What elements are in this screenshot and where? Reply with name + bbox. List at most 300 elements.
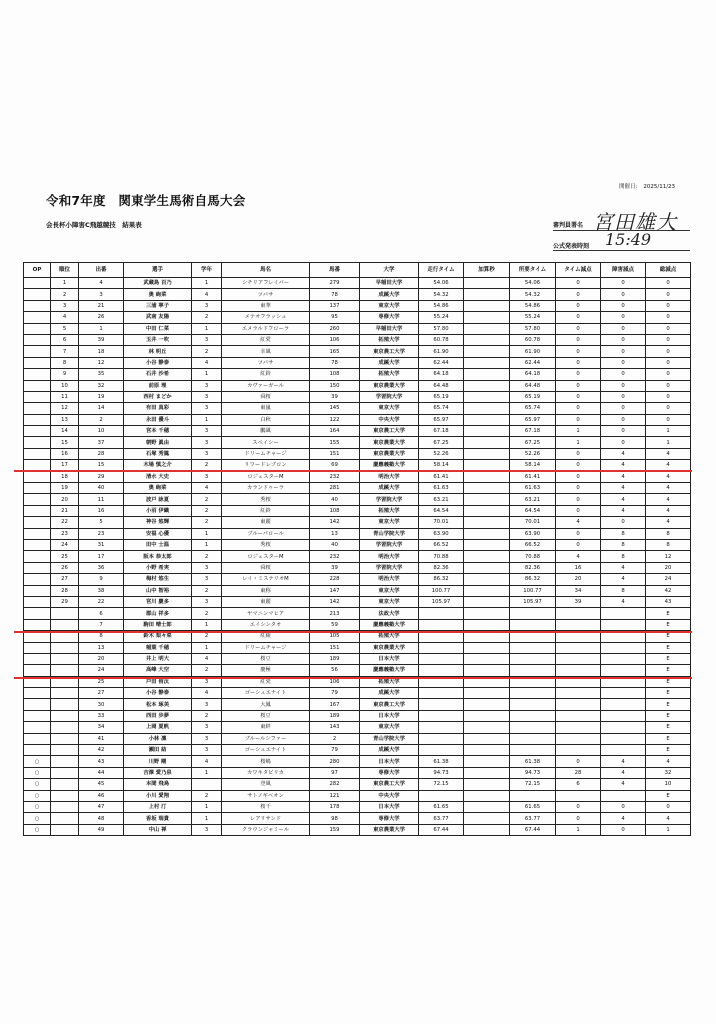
order-cell: 47 bbox=[79, 801, 124, 812]
horse-number-cell: 59 bbox=[310, 619, 360, 630]
rank-cell: 22 bbox=[51, 517, 79, 528]
grade-cell: 2 bbox=[192, 710, 222, 721]
order-cell: 10 bbox=[79, 426, 124, 437]
time-penalty-cell: 0 bbox=[556, 323, 601, 334]
horse-cell: ロジェスターM bbox=[222, 551, 310, 562]
horse-cell: 秀桜 bbox=[222, 539, 310, 550]
rank-cell bbox=[51, 688, 79, 699]
total-time-cell bbox=[510, 745, 556, 756]
rider-cell: 上村 汀 bbox=[124, 801, 192, 812]
grade-cell: 3 bbox=[192, 380, 222, 391]
horse-cell: レイ・ミステリオM bbox=[222, 574, 310, 585]
run-time-cell: 61.65 bbox=[419, 801, 464, 812]
horse-number-cell: 56 bbox=[310, 665, 360, 676]
added-seconds-cell bbox=[464, 369, 510, 380]
rider-cell: 朝野 眞由 bbox=[124, 437, 192, 448]
horse-number-cell: 232 bbox=[310, 471, 360, 482]
total-time-cell: 105.97 bbox=[510, 596, 556, 607]
run-time-cell: 61.90 bbox=[419, 346, 464, 357]
run-time-cell: 60.78 bbox=[419, 334, 464, 345]
university-cell: 慶應義塾大学 bbox=[360, 460, 419, 471]
table-row bbox=[24, 483, 691, 494]
time-penalty-cell: 0 bbox=[556, 357, 601, 368]
total-penalty-cell: 4 bbox=[646, 494, 691, 505]
horse-cell: 東華 bbox=[222, 300, 310, 311]
university-cell: 東京大学 bbox=[360, 722, 419, 733]
total-time-cell: 60.78 bbox=[510, 334, 556, 345]
order-cell: 17 bbox=[79, 551, 124, 562]
rank-cell: 25 bbox=[51, 551, 79, 562]
time-penalty-cell: 0 bbox=[556, 391, 601, 402]
grade-cell: 4 bbox=[192, 289, 222, 300]
total-penalty-cell: 0 bbox=[646, 403, 691, 414]
order-cell: 45 bbox=[79, 779, 124, 790]
total-time-cell bbox=[510, 710, 556, 721]
op-cell bbox=[24, 471, 51, 482]
rider-cell: 上岡 夏帆 bbox=[124, 722, 192, 733]
run-time-cell: 82.36 bbox=[419, 562, 464, 573]
grade-cell: 2 bbox=[192, 631, 222, 642]
run-time-cell: 54.32 bbox=[419, 289, 464, 300]
rank-cell bbox=[51, 733, 79, 744]
order-cell: 39 bbox=[79, 334, 124, 345]
obstacle-penalty-cell: 0 bbox=[601, 346, 646, 357]
total-time-cell: 72.15 bbox=[510, 779, 556, 790]
university-cell: 日本大学 bbox=[360, 756, 419, 767]
total-time-cell: 66.52 bbox=[510, 539, 556, 550]
added-seconds-cell bbox=[464, 779, 510, 790]
total-time-cell: 64.18 bbox=[510, 369, 556, 380]
grade-cell: 1 bbox=[192, 528, 222, 539]
op-cell: ○ bbox=[24, 767, 51, 778]
run-time-cell: 67.18 bbox=[419, 426, 464, 437]
rider-cell: 香坂 瑞貴 bbox=[124, 813, 192, 824]
university-cell: 東京農業大学 bbox=[360, 824, 419, 835]
order-cell: 27 bbox=[79, 688, 124, 699]
horse-number-cell: 39 bbox=[310, 562, 360, 573]
university-cell: 東京大学 bbox=[360, 403, 419, 414]
horse-number-cell: 13 bbox=[310, 528, 360, 539]
total-time-cell: 100.77 bbox=[510, 585, 556, 596]
order-cell: 23 bbox=[79, 528, 124, 539]
time-penalty-cell bbox=[556, 619, 601, 630]
university-cell: 青山学院大学 bbox=[360, 733, 419, 744]
obstacle-penalty-cell bbox=[601, 722, 646, 733]
grade-cell: 1 bbox=[192, 619, 222, 630]
total-penalty-cell: 8 bbox=[646, 539, 691, 550]
university-cell: 東京農工大学 bbox=[360, 346, 419, 357]
column-header: 選手 bbox=[124, 263, 192, 278]
official-time-label: 公式発表時刻 bbox=[553, 243, 590, 250]
table-row bbox=[24, 391, 691, 402]
added-seconds-cell bbox=[464, 517, 510, 528]
order-cell: 41 bbox=[79, 733, 124, 744]
op-cell bbox=[24, 585, 51, 596]
grade-cell: 3 bbox=[192, 334, 222, 345]
added-seconds-cell bbox=[464, 346, 510, 357]
horse-cell: 登風 bbox=[222, 779, 310, 790]
run-time-cell: 63.90 bbox=[419, 528, 464, 539]
rider-cell: 波戸 詠夏 bbox=[124, 494, 192, 505]
document-title: 令和7年度 関東学生馬術自馬大会 bbox=[46, 193, 246, 208]
table-row bbox=[24, 790, 691, 801]
time-penalty-cell bbox=[556, 642, 601, 653]
time-penalty-cell: 0 bbox=[556, 312, 601, 323]
grade-cell: 2 bbox=[192, 790, 222, 801]
op-cell: ○ bbox=[24, 779, 51, 790]
total-time-cell: 52.26 bbox=[510, 448, 556, 459]
grade-cell: 3 bbox=[192, 699, 222, 710]
rider-cell: 小谷 静泰 bbox=[124, 357, 192, 368]
total-penalty-cell: E bbox=[646, 676, 691, 687]
added-seconds-cell bbox=[464, 448, 510, 459]
column-header: 大学 bbox=[360, 263, 419, 278]
table-row bbox=[24, 494, 691, 505]
op-cell bbox=[24, 278, 51, 289]
run-time-cell: 58.14 bbox=[419, 460, 464, 471]
horse-number-cell: 40 bbox=[310, 494, 360, 505]
rank-cell bbox=[51, 756, 79, 767]
university-cell: 専修大学 bbox=[360, 767, 419, 778]
obstacle-penalty-cell: 0 bbox=[601, 289, 646, 300]
order-cell: 1 bbox=[79, 323, 124, 334]
run-time-cell: 61.38 bbox=[419, 756, 464, 767]
run-time-cell: 65.74 bbox=[419, 403, 464, 414]
rank-cell: 14 bbox=[51, 426, 79, 437]
horse-number-cell: 232 bbox=[310, 551, 360, 562]
op-cell bbox=[24, 357, 51, 368]
order-cell: 18 bbox=[79, 346, 124, 357]
table-row bbox=[24, 448, 691, 459]
op-cell: ○ bbox=[24, 801, 51, 812]
time-penalty-cell: 0 bbox=[556, 756, 601, 767]
horse-cell: ツバサ bbox=[222, 289, 310, 300]
total-time-cell: 57.80 bbox=[510, 323, 556, 334]
time-penalty-cell bbox=[556, 710, 601, 721]
op-cell bbox=[24, 300, 51, 311]
obstacle-penalty-cell: 8 bbox=[601, 585, 646, 596]
op-cell bbox=[24, 289, 51, 300]
column-header: 馬名 bbox=[222, 263, 310, 278]
op-cell bbox=[24, 699, 51, 710]
added-seconds-cell bbox=[464, 722, 510, 733]
op-cell: ○ bbox=[24, 824, 51, 835]
table-row bbox=[24, 278, 691, 289]
horse-cell: 紅鈴 bbox=[222, 369, 310, 380]
obstacle-penalty-cell: 8 bbox=[601, 551, 646, 562]
op-cell bbox=[24, 517, 51, 528]
time-penalty-cell: 0 bbox=[556, 300, 601, 311]
time-penalty-cell bbox=[556, 608, 601, 619]
total-penalty-cell: E bbox=[646, 699, 691, 710]
total-penalty-cell: 32 bbox=[646, 767, 691, 778]
added-seconds-cell bbox=[464, 562, 510, 573]
grade-cell: 1 bbox=[192, 767, 222, 778]
column-header: 障害減点 bbox=[601, 263, 646, 278]
horse-number-cell: 155 bbox=[310, 437, 360, 448]
obstacle-penalty-cell: 4 bbox=[601, 767, 646, 778]
grade-cell: 2 bbox=[192, 665, 222, 676]
added-seconds-cell bbox=[464, 312, 510, 323]
horse-number-cell: 228 bbox=[310, 574, 360, 585]
obstacle-penalty-cell bbox=[601, 642, 646, 653]
university-cell: 専修大学 bbox=[360, 813, 419, 824]
added-seconds-cell bbox=[464, 813, 510, 824]
rank-cell bbox=[51, 665, 79, 676]
rider-cell: 有田 真彩 bbox=[124, 403, 192, 414]
table-row bbox=[24, 608, 691, 619]
total-time-cell: 67.18 bbox=[510, 426, 556, 437]
grade-cell: 3 bbox=[192, 733, 222, 744]
grade-cell: 3 bbox=[192, 722, 222, 733]
added-seconds-cell bbox=[464, 642, 510, 653]
table-row bbox=[24, 369, 691, 380]
horse-number-cell: 69 bbox=[310, 460, 360, 471]
university-cell: 東京農工大学 bbox=[360, 699, 419, 710]
date-label: 開催日: bbox=[619, 184, 638, 190]
horse-cell: ブルーパロール bbox=[222, 528, 310, 539]
time-penalty-cell bbox=[556, 665, 601, 676]
added-seconds-cell bbox=[464, 574, 510, 585]
obstacle-penalty-cell: 0 bbox=[601, 323, 646, 334]
table-row bbox=[24, 585, 691, 596]
grade-cell: 1 bbox=[192, 801, 222, 812]
table-row bbox=[24, 539, 691, 550]
rank-cell: 13 bbox=[51, 414, 79, 425]
table-row bbox=[24, 437, 691, 448]
total-penalty-cell: 4 bbox=[646, 471, 691, 482]
rank-cell bbox=[51, 608, 79, 619]
obstacle-penalty-cell: 0 bbox=[601, 312, 646, 323]
order-cell: 34 bbox=[79, 722, 124, 733]
university-cell: 早稲田大学 bbox=[360, 278, 419, 289]
op-cell bbox=[24, 574, 51, 585]
total-time-cell bbox=[510, 665, 556, 676]
total-time-cell bbox=[510, 699, 556, 710]
obstacle-penalty-cell bbox=[601, 608, 646, 619]
total-penalty-cell: E bbox=[646, 608, 691, 619]
rank-cell bbox=[51, 619, 79, 630]
rank-cell: 5 bbox=[51, 323, 79, 334]
total-penalty-cell: 0 bbox=[646, 323, 691, 334]
total-penalty-cell: E bbox=[646, 642, 691, 653]
horse-cell: ロジェスターM bbox=[222, 471, 310, 482]
order-cell: 4 bbox=[79, 278, 124, 289]
order-cell: 22 bbox=[79, 596, 124, 607]
run-time-cell: 70.88 bbox=[419, 551, 464, 562]
total-time-cell: 63.77 bbox=[510, 813, 556, 824]
rider-cell: 阪本 恭太郎 bbox=[124, 551, 192, 562]
obstacle-penalty-cell bbox=[601, 733, 646, 744]
total-time-cell: 61.90 bbox=[510, 346, 556, 357]
table-row bbox=[24, 801, 691, 812]
time-penalty-cell: 0 bbox=[556, 448, 601, 459]
horse-number-cell: 150 bbox=[310, 380, 360, 391]
grade-cell: 3 bbox=[192, 676, 222, 687]
op-cell bbox=[24, 722, 51, 733]
grade-cell: 3 bbox=[192, 574, 222, 585]
total-time-cell: 54.32 bbox=[510, 289, 556, 300]
total-penalty-cell: E bbox=[646, 790, 691, 801]
run-time-cell: 61.41 bbox=[419, 471, 464, 482]
added-seconds-cell bbox=[464, 494, 510, 505]
table-row bbox=[24, 688, 691, 699]
horse-number-cell: 106 bbox=[310, 676, 360, 687]
added-seconds-cell bbox=[464, 653, 510, 664]
total-time-cell: 65.97 bbox=[510, 414, 556, 425]
university-cell: 中央大学 bbox=[360, 414, 419, 425]
grade-cell: 2 bbox=[192, 517, 222, 528]
column-header: 所要タイム bbox=[510, 263, 556, 278]
university-cell: 拓殖大学 bbox=[360, 631, 419, 642]
university-cell: 法政大学 bbox=[360, 608, 419, 619]
order-cell: 44 bbox=[79, 767, 124, 778]
order-cell: 33 bbox=[79, 710, 124, 721]
rank-cell bbox=[51, 790, 79, 801]
rider-cell: 高峰 大空 bbox=[124, 665, 192, 676]
grade-cell: 4 bbox=[192, 688, 222, 699]
op-cell bbox=[24, 391, 51, 402]
grade-cell: 4 bbox=[192, 483, 222, 494]
order-cell: 3 bbox=[79, 289, 124, 300]
rider-cell: 永田 優斗 bbox=[124, 414, 192, 425]
op-cell bbox=[24, 403, 51, 414]
run-time-cell bbox=[419, 619, 464, 630]
time-penalty-cell bbox=[556, 733, 601, 744]
op-cell bbox=[24, 323, 51, 334]
run-time-cell bbox=[419, 733, 464, 744]
table-row bbox=[24, 357, 691, 368]
added-seconds-cell bbox=[464, 528, 510, 539]
time-penalty-cell: 28 bbox=[556, 767, 601, 778]
official-time-value: 15:49 bbox=[605, 230, 652, 249]
horse-cell: 舜桜 bbox=[222, 391, 310, 402]
total-penalty-cell: 0 bbox=[646, 334, 691, 345]
rank-cell: 7 bbox=[51, 346, 79, 357]
horse-cell: カワキタピリカ bbox=[222, 767, 310, 778]
university-cell: 東京農業大学 bbox=[360, 437, 419, 448]
time-penalty-cell: 4 bbox=[556, 517, 601, 528]
horse-number-cell: 189 bbox=[310, 653, 360, 664]
time-penalty-cell bbox=[556, 699, 601, 710]
order-cell: 9 bbox=[79, 574, 124, 585]
table-row bbox=[24, 574, 691, 585]
horse-cell: 鵬風 bbox=[222, 426, 310, 437]
order-cell: 32 bbox=[79, 380, 124, 391]
rank-cell: 16 bbox=[51, 448, 79, 459]
official-time-row bbox=[553, 230, 690, 251]
rider-cell: 中山 禅 bbox=[124, 824, 192, 835]
obstacle-penalty-cell: 0 bbox=[601, 380, 646, 391]
obstacle-penalty-cell: 0 bbox=[601, 517, 646, 528]
table-row bbox=[24, 756, 691, 767]
horse-cell: ドリームチャージ bbox=[222, 448, 310, 459]
run-time-cell: 94.73 bbox=[419, 767, 464, 778]
rider-cell: 川野 剛 bbox=[124, 756, 192, 767]
run-time-cell: 62.44 bbox=[419, 357, 464, 368]
op-cell bbox=[24, 619, 51, 630]
horse-cell: 桜嶋 bbox=[222, 756, 310, 767]
annotation-red-line bbox=[14, 631, 692, 633]
added-seconds-cell bbox=[464, 414, 510, 425]
column-header: 総減点 bbox=[646, 263, 691, 278]
table-row bbox=[24, 733, 691, 744]
obstacle-penalty-cell: 0 bbox=[601, 369, 646, 380]
run-time-cell bbox=[419, 722, 464, 733]
rider-cell: 梅村 悠生 bbox=[124, 574, 192, 585]
added-seconds-cell bbox=[464, 334, 510, 345]
time-penalty-cell: 0 bbox=[556, 414, 601, 425]
table-row bbox=[24, 346, 691, 357]
obstacle-penalty-cell: 0 bbox=[601, 391, 646, 402]
horse-number-cell: 105 bbox=[310, 631, 360, 642]
university-cell: 青山学院大学 bbox=[360, 528, 419, 539]
total-penalty-cell: E bbox=[646, 733, 691, 744]
added-seconds-cell bbox=[464, 323, 510, 334]
total-penalty-cell: 0 bbox=[646, 369, 691, 380]
added-seconds-cell bbox=[464, 688, 510, 699]
total-penalty-cell: 0 bbox=[646, 380, 691, 391]
table-row bbox=[24, 722, 691, 733]
annotation-red-line bbox=[14, 470, 692, 472]
time-penalty-cell: 0 bbox=[556, 505, 601, 516]
added-seconds-cell bbox=[464, 471, 510, 482]
horse-cell: クラウンジャミール bbox=[222, 824, 310, 835]
rank-cell: 3 bbox=[51, 300, 79, 311]
run-time-cell: 72.15 bbox=[419, 779, 464, 790]
run-time-cell bbox=[419, 745, 464, 756]
total-time-cell bbox=[510, 733, 556, 744]
total-penalty-cell: 4 bbox=[646, 756, 691, 767]
order-cell: 43 bbox=[79, 756, 124, 767]
grade-cell: 3 bbox=[192, 596, 222, 607]
rank-cell: 26 bbox=[51, 562, 79, 573]
obstacle-penalty-cell bbox=[601, 790, 646, 801]
total-penalty-cell: 0 bbox=[646, 801, 691, 812]
run-time-cell: 54.86 bbox=[419, 300, 464, 311]
rider-cell: 田中 士温 bbox=[124, 539, 192, 550]
horse-number-cell: 159 bbox=[310, 824, 360, 835]
total-time-cell: 61.63 bbox=[510, 483, 556, 494]
rank-cell: 28 bbox=[51, 585, 79, 596]
table-row bbox=[24, 653, 691, 664]
grade-cell bbox=[192, 779, 222, 790]
total-time-cell bbox=[510, 642, 556, 653]
rank-cell bbox=[51, 722, 79, 733]
obstacle-penalty-cell: 4 bbox=[601, 756, 646, 767]
results-table bbox=[23, 262, 691, 836]
total-time-cell: 82.36 bbox=[510, 562, 556, 573]
grade-cell: 2 bbox=[192, 505, 222, 516]
time-penalty-cell: 4 bbox=[556, 551, 601, 562]
university-cell: 明治大学 bbox=[360, 551, 419, 562]
order-cell: 25 bbox=[79, 676, 124, 687]
total-penalty-cell: 0 bbox=[646, 346, 691, 357]
run-time-cell: 64.48 bbox=[419, 380, 464, 391]
added-seconds-cell bbox=[464, 790, 510, 801]
table-row bbox=[24, 505, 691, 516]
total-penalty-cell: 4 bbox=[646, 813, 691, 824]
obstacle-penalty-cell: 0 bbox=[601, 300, 646, 311]
op-cell bbox=[24, 334, 51, 345]
added-seconds-cell bbox=[464, 300, 510, 311]
total-penalty-cell: 1 bbox=[646, 426, 691, 437]
horse-number-cell: 121 bbox=[310, 790, 360, 801]
rider-cell: 石井 沙希 bbox=[124, 369, 192, 380]
total-time-cell: 94.73 bbox=[510, 767, 556, 778]
total-time-cell: 67.25 bbox=[510, 437, 556, 448]
run-time-cell bbox=[419, 688, 464, 699]
